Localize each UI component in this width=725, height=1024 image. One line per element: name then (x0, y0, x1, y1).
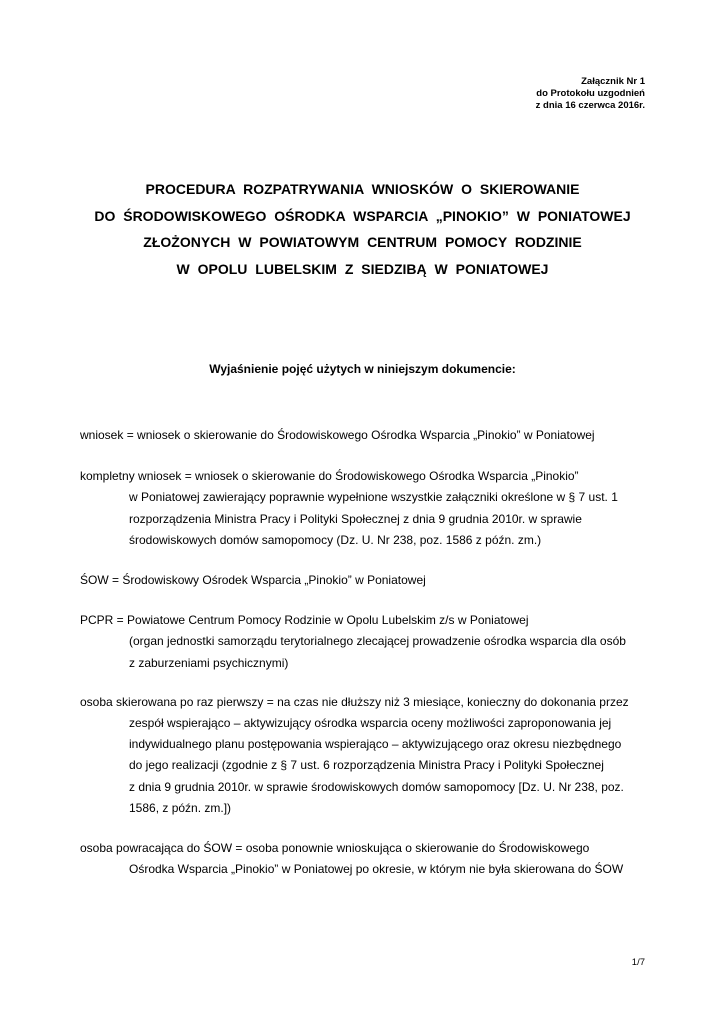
document-title (40, 176, 685, 282)
definition-line: indywidualnego planu postępowania wspierająco – aktywizującego oraz okresu niezbędnego (129, 737, 622, 752)
definition-sow (80, 570, 660, 591)
definition-line: kompletny wniosek = wniosek o skierowanie do Środowiskowego Ośrodka Wsparcia „Pinokio” (80, 469, 579, 484)
definitions-heading: Wyjaśnienie pojęć użytych w niniejszym dokumencie: (209, 362, 516, 376)
definition-line: rozporządzenia Ministra Pracy i Polityki Społecznej z dnia 9 grudnia 2010r. w sprawie (129, 511, 582, 526)
definition-line: zespół wspierająco – aktywizujący ośrodka wsparcia oceny możliwości zaproponowania jej (129, 716, 612, 731)
definition-line: PCPR = Powiatowe Centrum Pomocy Rodzinie w Opolu Lubelskim z/s w Poniatowej (80, 613, 529, 628)
annex-line: Załącznik Nr 1 (581, 76, 645, 87)
definitions-list (80, 425, 660, 880)
definition-line: w Poniatowej zawierający poprawnie wypełnione wszystkie załączniki określone w § 7 ust. 1 (129, 490, 618, 505)
definition-line: do jego realizacji (zgodnie z § 7 ust. 6 rozporządzenia Ministra Pracy i Polityki Społecznej (129, 758, 604, 773)
annex-header (536, 76, 645, 112)
definition-line: 1586, z późn. zm.]) (129, 800, 232, 815)
definition-pcpr (80, 610, 660, 674)
definition-line: z zaburzeniami psychicznymi) (129, 655, 289, 670)
title-line: DO ŚRODOWISKOWEGO OŚRODKA WSPARCIA „PINOKIO” W PONIATOWEJ (94, 207, 631, 224)
annex-line: z dnia 16 czerwca 2016r. (535, 100, 645, 111)
definition-wniosek (80, 425, 660, 446)
definition-line: ŚOW = Środowiskowy Ośrodek Wsparcia „Pinokio” w Poniatowej (80, 573, 426, 588)
definition-osoba-skierowana (80, 692, 660, 819)
definition-line: wniosek = wniosek o skierowanie do Środowiskowego Ośrodka Wsparcia „Pinokio” w Poniatowej (80, 428, 595, 442)
definition-kompletny-wniosek (80, 466, 660, 551)
title-line: W OPOLU LUBELSKIM Z SIEDZIBĄ W PONIATOWEJ (176, 260, 549, 277)
title-line: ZŁOŻONYCH W POWIATOWYM CENTRUM POMOCY RODZINIE (143, 234, 582, 250)
definition-line: środowiskowych domów samopomocy (Dz. U. Nr 238, poz. 1586 z późn. zm.) (129, 532, 542, 547)
definition-line: (organ jednostki samorządu terytorialnego zlecającej prowadzenie ośrodka wsparcia dla osób (129, 634, 626, 649)
title-line: PROCEDURA ROZPATRYWANIA WNIOSKÓW O SKIEROWANIE (145, 181, 580, 197)
definition-line: Ośrodka Wsparcia „Pinokio” w Poniatowej po okresie, w którym nie była skierowana do ŚOW (129, 862, 624, 877)
definition-line: z dnia 9 grudnia 2010r. w sprawie środowiskowych domów samopomocy [Dz. U. Nr 238, poz. (129, 779, 624, 794)
page-number: 1/7 (631, 957, 645, 968)
definition-line: osoba powracająca do ŚOW = osoba ponownie wnioskująca o skierowanie do Środowiskowego (80, 841, 590, 856)
annex-line: do Protokołu uzgodnień (536, 88, 645, 99)
definition-line: osoba skierowana po raz pierwszy = na czas nie dłuższy niż 3 miesiące, konieczny do dokonania przez (80, 694, 629, 709)
definition-osoba-powracajaca (80, 838, 660, 880)
